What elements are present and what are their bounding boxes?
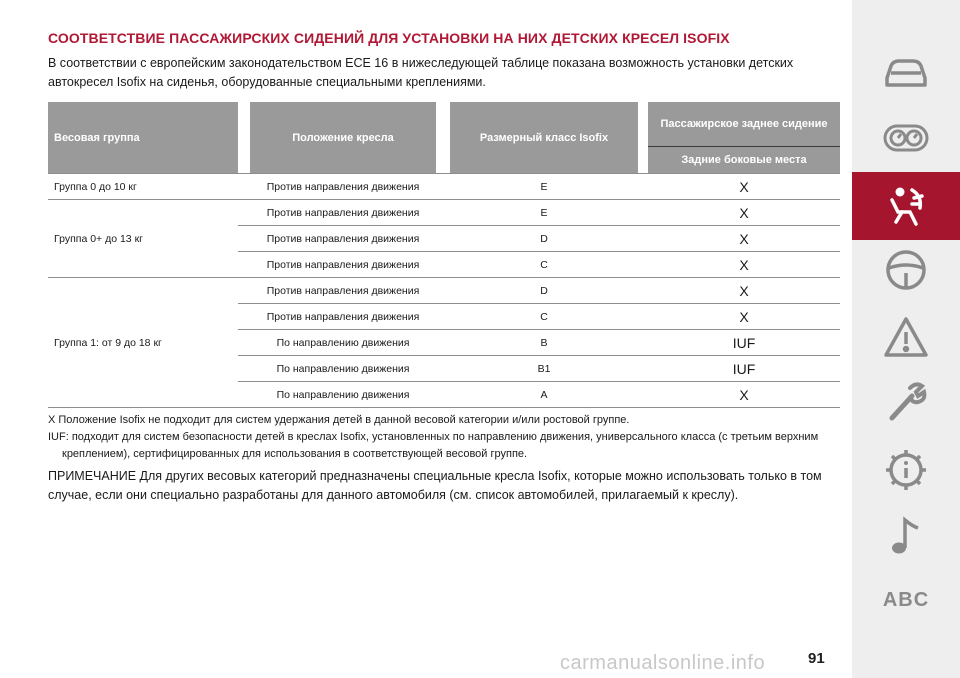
seat-position-cell: Против направления движения [250,200,436,226]
spacer-cell [238,330,250,356]
seat-position-cell: По направлению движения [250,330,436,356]
suitability-cell: IUF [648,356,840,382]
suitability-cell: IUF [648,330,840,356]
seat-position-cell: Против направления движения [250,174,436,200]
seat-position-cell: По направлению движения [250,356,436,382]
suitability-cell: X [648,226,840,252]
info-gear-icon[interactable] [852,436,960,504]
table-row [48,278,840,304]
page-content [48,30,840,505]
seat-position-cell: Против направления движения [250,304,436,330]
header-gap [238,102,250,174]
spacer-cell [238,226,250,252]
spacer-cell [436,252,450,278]
spacer-cell [638,330,648,356]
isofix-class-cell: C [450,252,638,278]
spacer-cell [638,304,648,330]
isofix-table [48,102,840,408]
suitability-cell: X [648,200,840,226]
iuf-note: IUF: подходит для систем безопасности детей в креслах Isofix, установленных по направлению движения, универсального класса (с третьим верхним креплением), сертифицированных для использования в соответствующей весовой группе. [48,431,819,460]
isofix-class-cell: A [450,382,638,408]
suitability-cell: X [648,278,840,304]
isofix-class-cell: E [450,200,638,226]
header-rear-passenger: Пассажирское заднее сидение [648,102,840,147]
table-row [48,174,840,200]
spacer-cell [238,252,250,278]
suitability-cell: X [648,252,840,278]
spacer-cell [436,278,450,304]
suitability-cell: X [648,382,840,408]
wrench-icon[interactable] [852,368,960,436]
spacer-cell [238,278,250,304]
chapter-sidebar [852,0,960,678]
spacer-cell [238,382,250,408]
spacer-cell [638,382,648,408]
spacer-cell [638,226,648,252]
weight-group-cell: Группа 1: от 9 до 18 кг [48,278,238,408]
spacer-cell [638,356,648,382]
weight-group-cell: Группа 0+ до 13 кг [48,200,238,278]
seat-position-cell: Против направления движения [250,252,436,278]
spacer-cell [238,304,250,330]
watermark: carmanualsonline.info [560,652,766,674]
airbag-seat-icon[interactable] [852,172,960,240]
spacer-cell [638,252,648,278]
seat-position-cell: Против направления движения [250,226,436,252]
page-number: 91 [808,650,825,667]
spacer-cell [238,356,250,382]
isofix-class-cell: C [450,304,638,330]
remark-note: ПРИМЕЧАНИЕ Для других весовых категорий предназначены специальные кресла Isofix, которые можно использовать только в том случае, если они специально разработаны для данного автомобиля (см. список автомобилей, прилагаемый к креслу). [48,469,822,502]
abc-index-icon[interactable] [852,566,960,634]
spacer-cell [638,174,648,200]
suitability-cell: X [648,174,840,200]
isofix-class-cell: D [450,226,638,252]
spacer-cell [238,174,250,200]
music-note-icon[interactable] [852,502,960,570]
x-note: X Положение Isofix не подходит для систем удержания детей в данной весовой категории и/или ростовой группе. [48,414,630,426]
warning-triangle-icon[interactable] [852,304,960,372]
spacer-cell [436,174,450,200]
page-title: СООТВЕТСТВИЕ ПАССАЖИРСКИХ СИДЕНИЙ ДЛЯ УСТАНОВКИ НА НИХ ДЕТСКИХ КРЕСЕЛ ISOFIX [48,30,730,46]
dashboard-gauges-icon[interactable] [852,104,960,172]
weight-group-cell: Группа 0 до 10 кг [48,174,238,200]
spacer-cell [436,226,450,252]
spacer-cell [436,382,450,408]
spacer-cell [638,278,648,304]
spacer-cell [638,200,648,226]
suitability-cell: X [648,304,840,330]
intro-paragraph: В соответствии с европейским законодательством ЕСЕ 16 в нижеследующей таблице показана возможность установки детских автокресел Isofix на сиденья, оборудованные специальными креплениями. [48,56,794,89]
spacer-cell [436,304,450,330]
seat-position-cell: Против направления движения [250,278,436,304]
header-weight-group: Весовая группа [48,102,238,174]
header-rear-side-seats: Задние боковые места [648,147,840,174]
header-gap [436,102,450,174]
notes [48,412,840,505]
isofix-class-cell: E [450,174,638,200]
steering-wheel-icon[interactable] [852,236,960,304]
table-body [48,174,840,408]
header-gap [638,102,648,174]
spacer-cell [436,356,450,382]
header-seat-position: Положение кресла [250,102,436,174]
abc-label: ABC [882,588,930,611]
spacer-cell [436,330,450,356]
isofix-class-cell: D [450,278,638,304]
table-row [48,200,840,226]
spacer-cell [436,200,450,226]
car-icon[interactable] [852,38,960,106]
isofix-class-cell: B1 [450,356,638,382]
spacer-cell [238,200,250,226]
isofix-class-cell: B [450,330,638,356]
header-isofix-class: Размерный класс Isofix [450,102,638,174]
seat-position-cell: По направлению движения [250,382,436,408]
